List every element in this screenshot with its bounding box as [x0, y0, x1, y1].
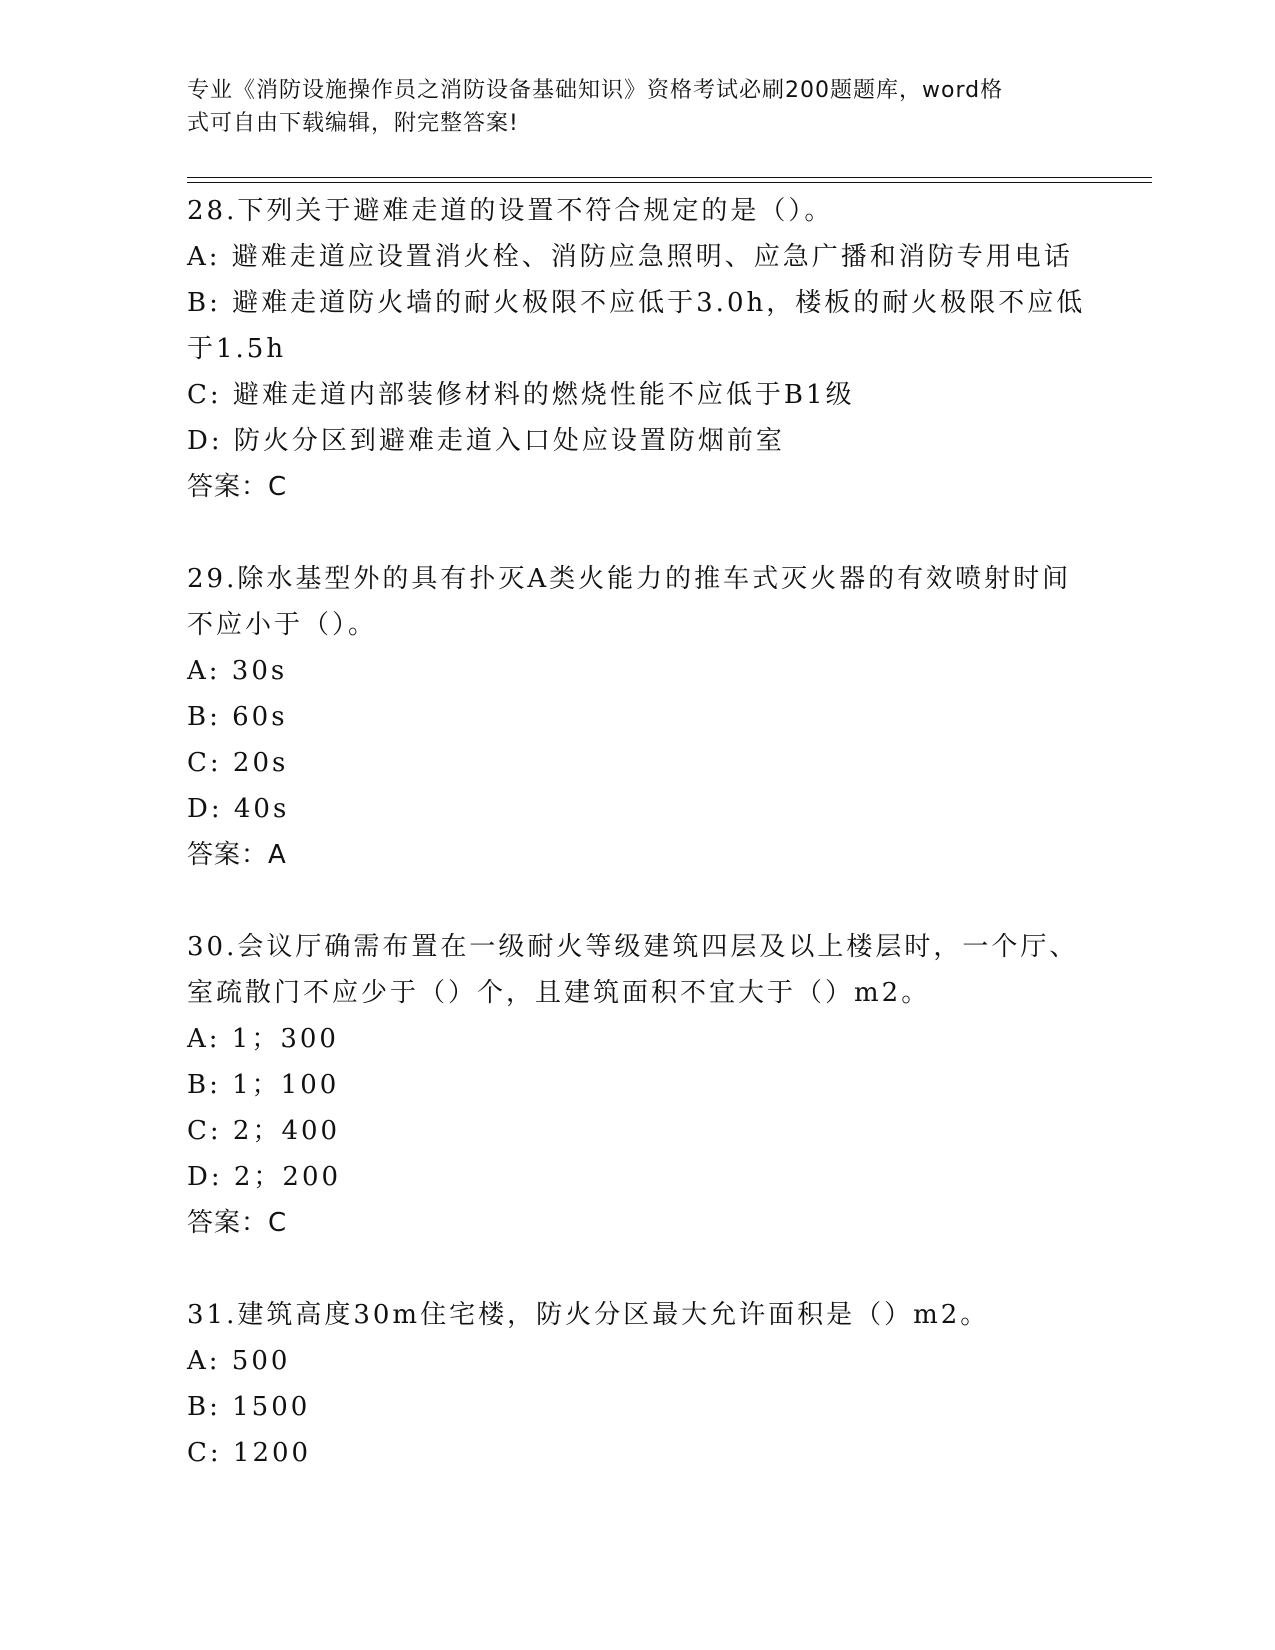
answer-option: D: 2；200: [187, 1162, 342, 1192]
question-stem: 28.下列关于避难走道的设置不符合规定的是（）。: [187, 196, 834, 226]
header-line-1: 专业《消防设施操作员之消防设备基础知识》资格考试必刷200题题库，word格: [187, 78, 1004, 103]
answer-option: D: 40s: [187, 794, 290, 824]
question-block: [187, 1292, 1087, 1476]
header-divider-top: [187, 177, 1152, 178]
answer-option: A: 30s: [187, 656, 288, 686]
header-line-2: 式可自由下载编辑，附完整答案!: [187, 111, 519, 136]
question-stem: 30.会议厅确需布置在一级耐火等级建筑四层及以上楼层时，一个厅、: [187, 932, 1079, 962]
answer-option: C: 20s: [187, 748, 289, 778]
answer-option: 于1.5h: [187, 334, 287, 364]
question-stem: 31.建筑高度30m住宅楼，防火分区最大允许面积是（）m2。: [187, 1300, 990, 1330]
answer-key: 答案：A: [187, 840, 287, 870]
question-block: [187, 556, 1087, 878]
question-stem: 不应小于（）。: [187, 610, 378, 640]
answer-option: A: 500: [187, 1346, 291, 1376]
question-block: [187, 924, 1087, 1246]
answer-key: 答案：C: [187, 472, 288, 502]
answer-option: A: 1；300: [187, 1024, 339, 1054]
answer-key: 答案：C: [187, 1208, 288, 1238]
answer-option: D: 防火分区到避难走道入口处应设置防烟前室: [187, 426, 785, 456]
header-divider-bottom: [187, 182, 1152, 183]
document-header: [187, 74, 1067, 140]
question-block: [187, 188, 1087, 510]
answer-option: C: 避难走道内部装修材料的燃烧性能不应低于B1级: [187, 380, 855, 410]
question-stem: 室疏散门不应少于（）个，且建筑面积不宜大于（）m2。: [187, 978, 931, 1008]
answer-option: C: 2；400: [187, 1116, 341, 1146]
answer-option: B: 60s: [187, 702, 288, 732]
answer-option: B: 避难走道防火墙的耐火极限不应低于3.0h，楼板的耐火极限不应低: [187, 288, 1086, 318]
answer-option: A: 避难走道应设置消火栓、消防应急照明、应急广播和消防专用电话: [187, 242, 1073, 272]
question-list: [187, 188, 1087, 1522]
answer-option: C: 1200: [187, 1438, 312, 1468]
answer-option: B: 1；100: [187, 1070, 340, 1100]
answer-option: B: 1500: [187, 1392, 311, 1422]
question-stem: 29.除水基型外的具有扑灭A类火能力的推车式灭火器的有效喷射时间: [187, 564, 1072, 594]
